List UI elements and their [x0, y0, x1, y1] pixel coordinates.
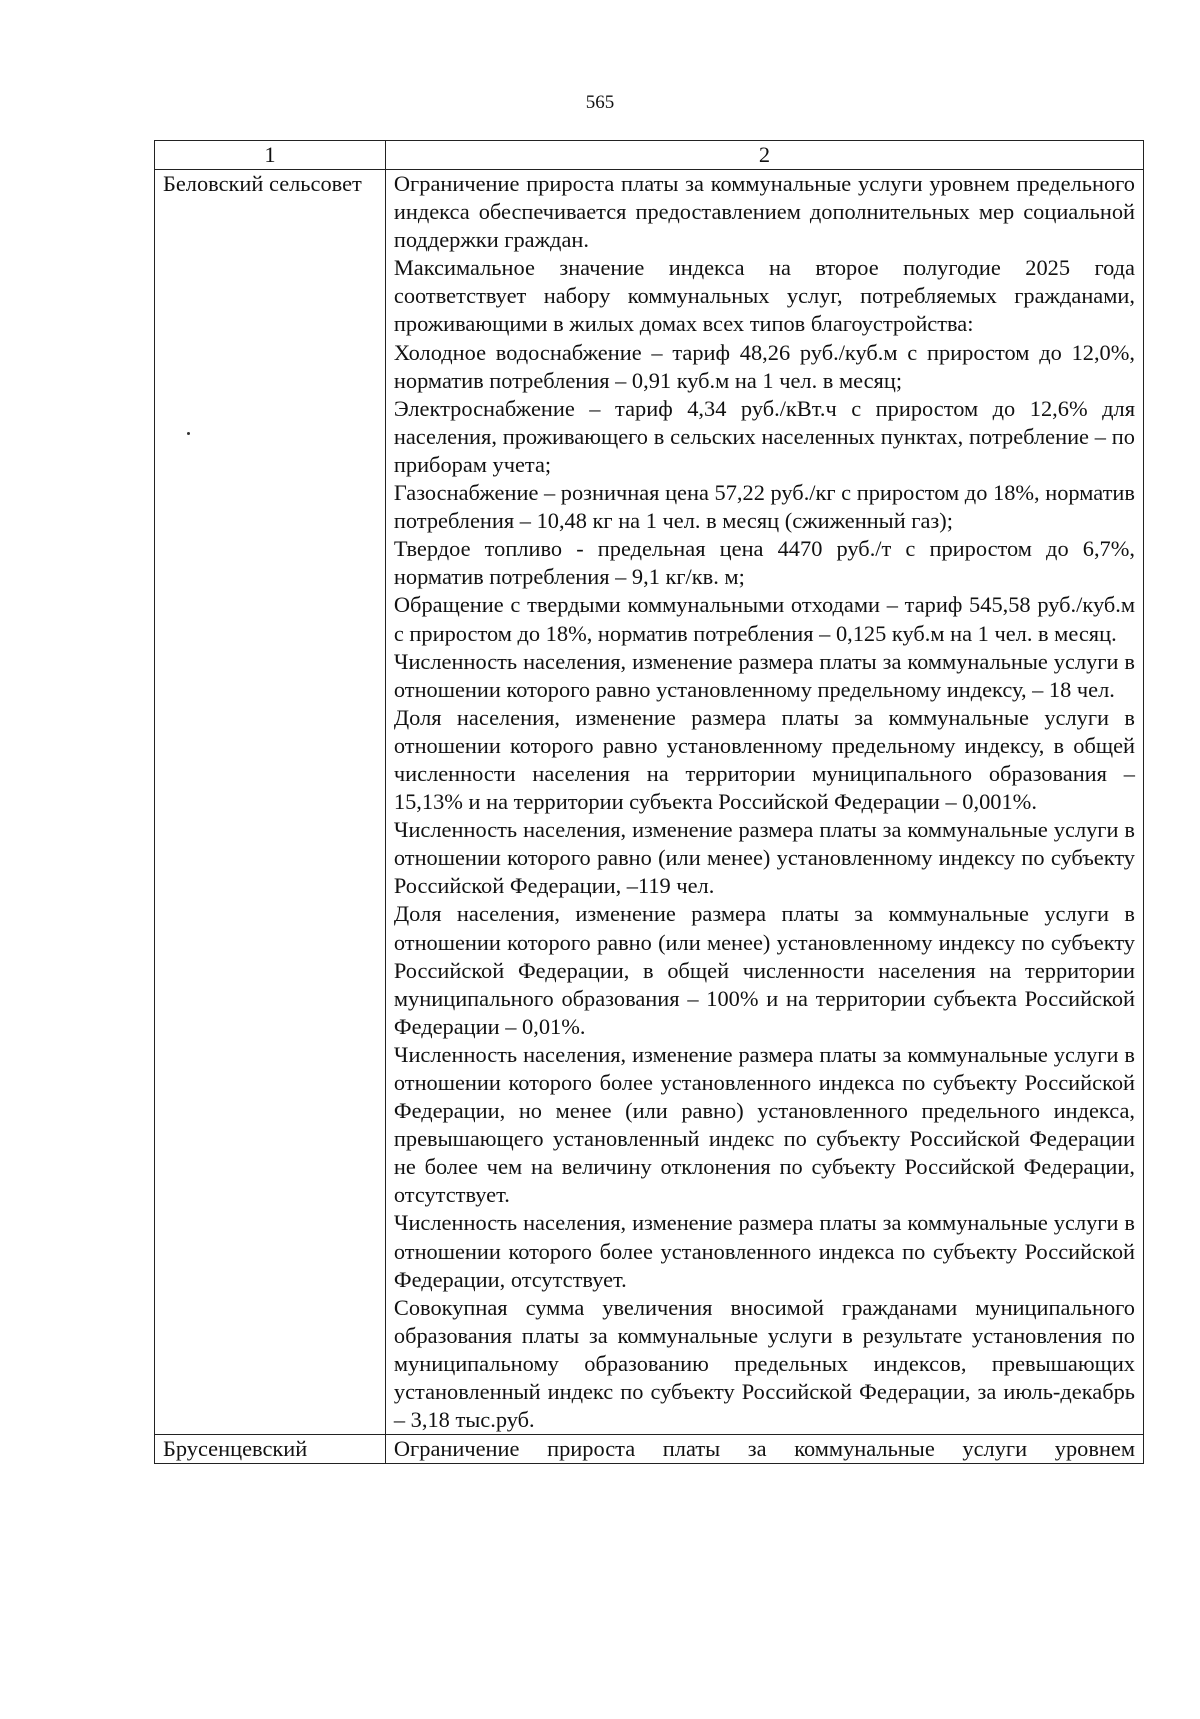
description-cell	[385, 1435, 1143, 1464]
paragraph: Доля населения, изменение размера платы за коммунальные услуги в отношении которого равно (или менее) установленному индексу по субъекту Российской Федерации, в общей численности населения на территории муниципального образования – 100% и на территории субъекта Российской Федерации – 0,01%.	[393, 901, 1135, 1039]
paragraph: Ограничение прироста платы за коммунальные услуги уровнем	[393, 1436, 1135, 1462]
column-header-2: 2	[385, 141, 1143, 170]
paragraph: Численность населения, изменение размера платы за коммунальные услуги в отношении которого равно (или менее) установленному индексу по субъекту Российской Федерации, –119 чел.	[393, 817, 1135, 899]
paragraph: Газоснабжение – розничная цена 57,22 руб./кг с приростом до 18%, норматив потребления – 10,48 кг на 1 чел. в месяц (сжиженный газ);	[393, 480, 1135, 534]
table-row	[155, 170, 1144, 1435]
paragraph: Ограничение прироста платы за коммунальные услуги уровнем предельного индекса обеспечивается предоставлением дополнительных мер социальной поддержки граждан.	[393, 171, 1135, 253]
municipal-index-table	[154, 140, 1144, 1464]
paragraph: Совокупная сумма увеличения вносимой гражданами муниципального образования платы за коммунальные услуги в результате установления по муниципальному образованию предельных индексов, превышающих установленный индекс по субъекту Российской Федерации, за июль-декабрь – 3,18 тыс.руб.	[393, 1294, 1135, 1433]
paragraph: Численность населения, изменение размера платы за коммунальные услуги в отношении которого более установленного индекса по субъекту Российской Федерации, но менее (или равно) установленного предельного индекса, превышающего установленный индекс по субъекту Российской Федерации не более чем на величину отклонения по субъекту Российской Федерации, отсутствует.	[393, 1041, 1135, 1208]
paragraph: Численность населения, изменение размера платы за коммунальные услуги в отношении которого более установленного индекса по субъекту Российской Федерации, отсутствует.	[393, 1210, 1135, 1292]
description-cell	[385, 170, 1143, 1435]
paragraph: Твердое топливо - предельная цена 4470 руб./т с приростом до 6,7%, норматив потребления – 9,1 кг/кв. м;	[393, 536, 1135, 590]
scan-speck	[187, 432, 190, 435]
page-number: 565	[585, 92, 615, 113]
paragraph: Обращение с твердыми коммунальными отходами – тариф 545,58 руб./куб.м с приростом до 18%, норматив потребления – 0,125 куб.м на 1 чел. в месяц.	[393, 592, 1135, 646]
municipality-name: Беловский сельсовет	[155, 170, 386, 1435]
paragraph: Максимальное значение индекса на второе полугодие 2025 года соответствует набору коммунальных услуг, потребляемых гражданами, проживающими в жилых домах всех типов благоустройства:	[393, 255, 1135, 337]
paragraph: Доля населения, изменение размера платы за коммунальные услуги в отношении которого равно установленному предельному индексу, в общей численности населения на территории муниципального образования – 15,13% и на территории субъекта Российской Федерации – 0,001%.	[393, 704, 1135, 815]
table-row	[155, 1435, 1144, 1464]
municipality-name: Брусенцевский	[155, 1435, 386, 1464]
column-header-1: 1	[155, 141, 386, 170]
paragraph: Холодное водоснабжение – тариф 48,26 руб./куб.м с приростом до 12,0%, норматив потребления – 0,91 куб.м на 1 чел. в месяц;	[393, 339, 1135, 393]
paragraph: Численность населения, изменение размера платы за коммунальные услуги в отношении которого равно установленному предельному индексу, – 18 чел.	[393, 648, 1135, 702]
table-header-row	[155, 141, 1144, 170]
paragraph: Электроснабжение – тариф 4,34 руб./кВт.ч с приростом до 12,6% для населения, проживающего в сельских населенных пунктах, потребление – по приборам учета;	[393, 395, 1135, 477]
